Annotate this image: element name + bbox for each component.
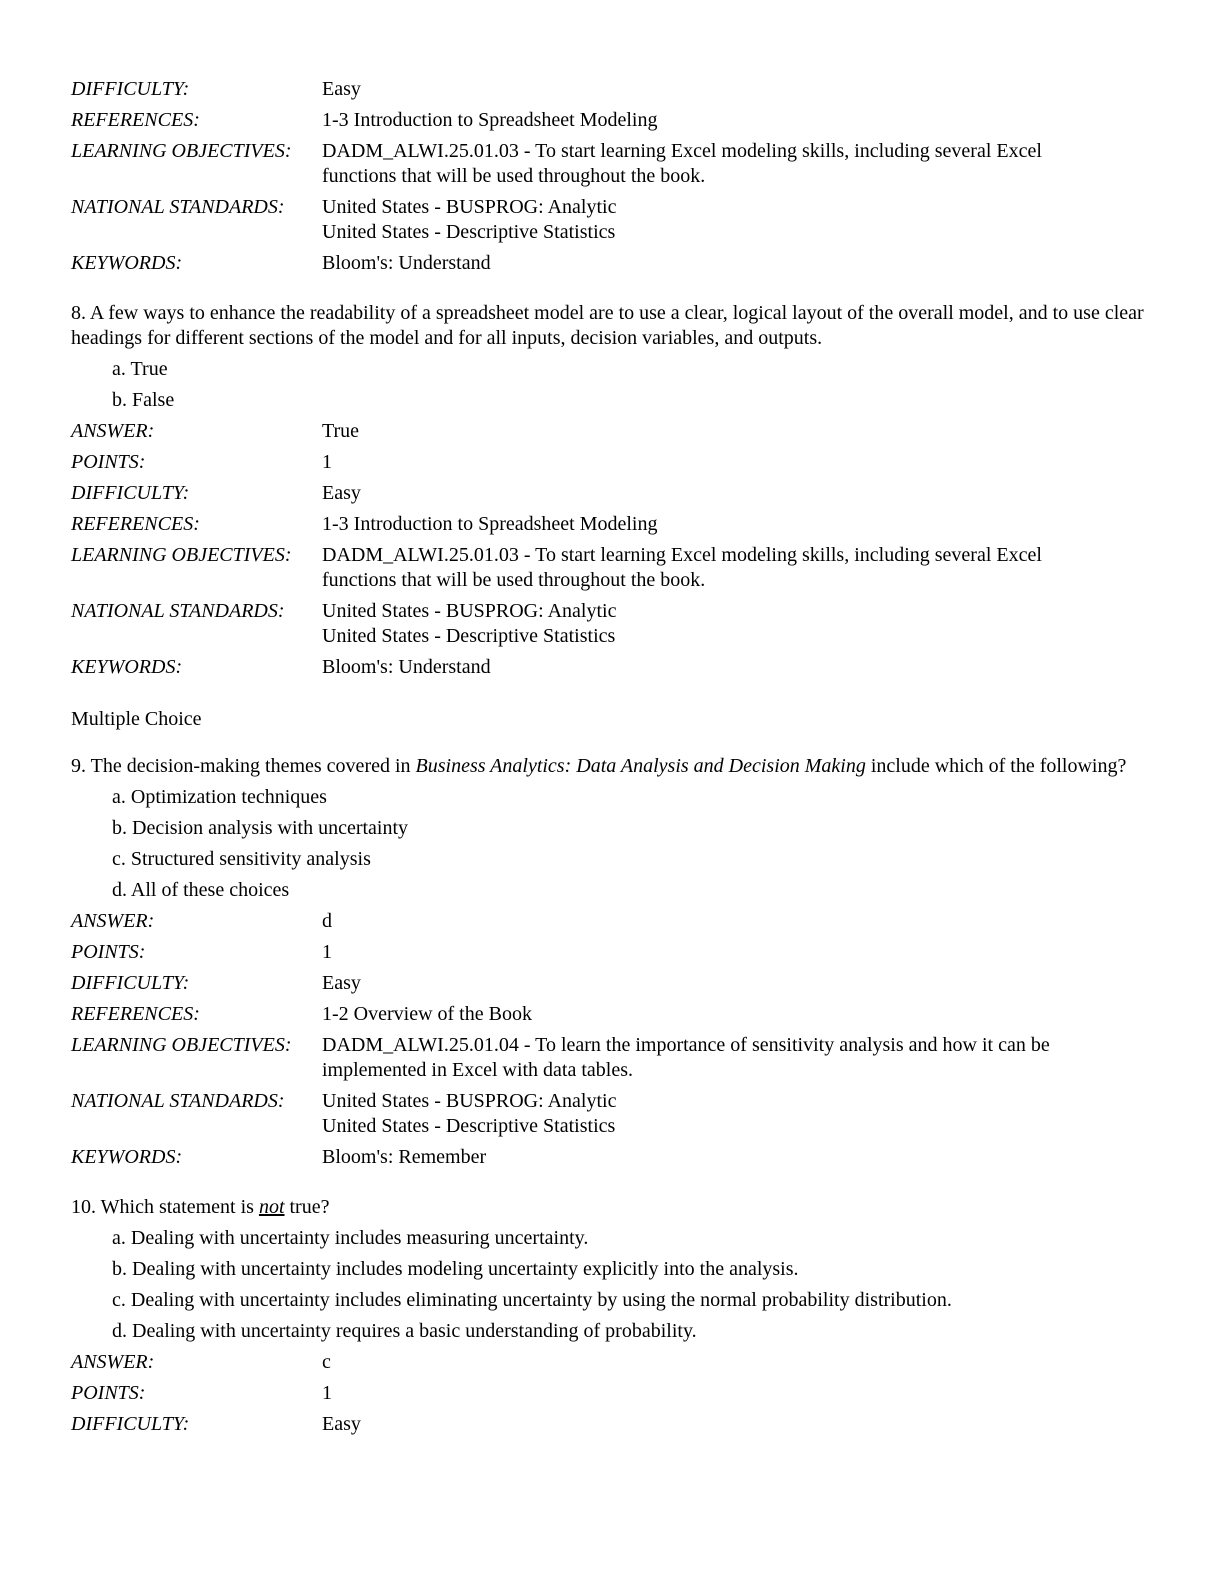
objectives-value bbox=[322, 540, 1151, 596]
choice-item: b. Dealing with uncertainty includes modeling uncertainty explicitly into the analysis. bbox=[112, 1258, 799, 1280]
question-9-choices bbox=[71, 782, 1151, 906]
standards-line: United States - Descriptive Statistics bbox=[322, 625, 616, 647]
choice-item: c. Dealing with uncertainty includes eliminating uncertainty by using the normal probability distribution. bbox=[112, 1289, 952, 1311]
standards-label: NATIONAL STANDARDS: bbox=[71, 196, 285, 218]
standards-label: NATIONAL STANDARDS: bbox=[71, 600, 285, 622]
references-value: 1-2 Overview of the Book bbox=[322, 1003, 532, 1025]
document-page bbox=[71, 74, 1151, 1440]
choice-item: a. True bbox=[112, 358, 168, 380]
keywords-value: Bloom's: Understand bbox=[322, 656, 491, 678]
objectives-value bbox=[322, 136, 1151, 192]
objectives-label: LEARNING OBJECTIVES: bbox=[71, 1034, 292, 1056]
answer-value: True bbox=[322, 420, 360, 442]
standards-value bbox=[322, 192, 1151, 248]
difficulty-value: Easy bbox=[322, 482, 361, 504]
keywords-label: KEYWORDS: bbox=[71, 252, 183, 274]
section-heading: Multiple Choice bbox=[71, 708, 202, 730]
answer-label: ANSWER: bbox=[71, 910, 155, 932]
question-9-text-end: include which of the following? bbox=[865, 755, 1127, 777]
choice-item: d. Dealing with uncertainty requires a basic understanding of probability. bbox=[112, 1320, 697, 1342]
points-value: 1 bbox=[322, 1382, 332, 1404]
objectives-line: functions that will be used throughout the book. bbox=[322, 165, 706, 187]
objectives-value bbox=[322, 1030, 1151, 1086]
answer-label: ANSWER: bbox=[71, 1351, 155, 1373]
standards-line: United States - BUSPROG: Analytic bbox=[322, 1090, 617, 1112]
standards-line: United States - Descriptive Statistics bbox=[322, 1115, 616, 1137]
keywords-value: Bloom's: Understand bbox=[322, 252, 491, 274]
points-label: POINTS: bbox=[71, 1382, 146, 1404]
choice-item: a. Optimization techniques bbox=[112, 786, 327, 808]
references-label: REFERENCES: bbox=[71, 109, 200, 131]
objectives-line: functions that will be used throughout the book. bbox=[322, 569, 706, 591]
keywords-value: Bloom's: Remember bbox=[322, 1146, 487, 1168]
question-9-text-start: 9. The decision-making themes covered in bbox=[71, 755, 416, 777]
standards-line: United States - BUSPROG: Analytic bbox=[322, 196, 617, 218]
difficulty-label: DIFFICULTY: bbox=[71, 972, 190, 994]
question-8-choices bbox=[71, 354, 1151, 416]
choice-item: b. Decision analysis with uncertainty bbox=[112, 817, 409, 839]
question-7-metadata bbox=[71, 74, 1151, 279]
difficulty-label: DIFFICULTY: bbox=[71, 78, 190, 100]
question-10-text bbox=[71, 1195, 1151, 1220]
points-label: POINTS: bbox=[71, 451, 146, 473]
question-9-metadata bbox=[71, 906, 1151, 1173]
answer-label: ANSWER: bbox=[71, 420, 155, 442]
objectives-label: LEARNING OBJECTIVES: bbox=[71, 140, 292, 162]
choice-item: a. Dealing with uncertainty includes measuring uncertainty. bbox=[112, 1227, 589, 1249]
difficulty-value: Easy bbox=[322, 78, 361, 100]
answer-value: d bbox=[322, 910, 332, 932]
keywords-label: KEYWORDS: bbox=[71, 656, 183, 678]
difficulty-value: Easy bbox=[322, 972, 361, 994]
difficulty-value: Easy bbox=[322, 1413, 361, 1435]
question-9-text bbox=[71, 754, 1151, 779]
points-label: POINTS: bbox=[71, 941, 146, 963]
question-10-text-start: 10. Which statement is bbox=[71, 1196, 259, 1218]
standards-value bbox=[322, 1086, 1151, 1142]
objectives-line: DADM_ALWI.25.01.03 - To start learning Excel modeling skills, including several Excel bbox=[322, 544, 1042, 566]
keywords-label: KEYWORDS: bbox=[71, 1146, 183, 1168]
choice-item: c. Structured sensitivity analysis bbox=[112, 848, 371, 870]
objectives-label: LEARNING OBJECTIVES: bbox=[71, 544, 292, 566]
points-value: 1 bbox=[322, 941, 332, 963]
standards-value bbox=[322, 596, 1151, 652]
standards-line: United States - Descriptive Statistics bbox=[322, 221, 616, 243]
question-10-metadata bbox=[71, 1347, 1151, 1440]
objectives-line: DADM_ALWI.25.01.03 - To start learning Excel modeling skills, including several Excel bbox=[322, 140, 1042, 162]
points-value: 1 bbox=[322, 451, 332, 473]
standards-label: NATIONAL STANDARDS: bbox=[71, 1090, 285, 1112]
question-8-text: 8. A few ways to enhance the readability of a spreadsheet model are to use a clear, logical layout of the overall model, and to use clear headings for different sections of the model and for all inputs, decision variables, and outputs. bbox=[71, 302, 1144, 349]
question-10-choices bbox=[71, 1223, 1151, 1347]
book-title: Business Analytics: Data Analysis and Decision Making bbox=[415, 755, 866, 777]
references-value: 1-3 Introduction to Spreadsheet Modeling bbox=[322, 513, 658, 535]
references-value: 1-3 Introduction to Spreadsheet Modeling bbox=[322, 109, 658, 131]
standards-line: United States - BUSPROG: Analytic bbox=[322, 600, 617, 622]
objectives-line: implemented in Excel with data tables. bbox=[322, 1059, 634, 1081]
references-label: REFERENCES: bbox=[71, 513, 200, 535]
references-label: REFERENCES: bbox=[71, 1003, 200, 1025]
emphasis-not: not bbox=[258, 1196, 285, 1218]
difficulty-label: DIFFICULTY: bbox=[71, 1413, 190, 1435]
choice-item: b. False bbox=[112, 389, 175, 411]
difficulty-label: DIFFICULTY: bbox=[71, 482, 190, 504]
objectives-line: DADM_ALWI.25.01.04 - To learn the importance of sensitivity analysis and how it can be bbox=[322, 1034, 1050, 1056]
answer-value: c bbox=[322, 1351, 331, 1373]
choice-item: d. All of these choices bbox=[112, 879, 290, 901]
question-10-text-end: true? bbox=[284, 1196, 330, 1218]
question-8-metadata bbox=[71, 416, 1151, 683]
